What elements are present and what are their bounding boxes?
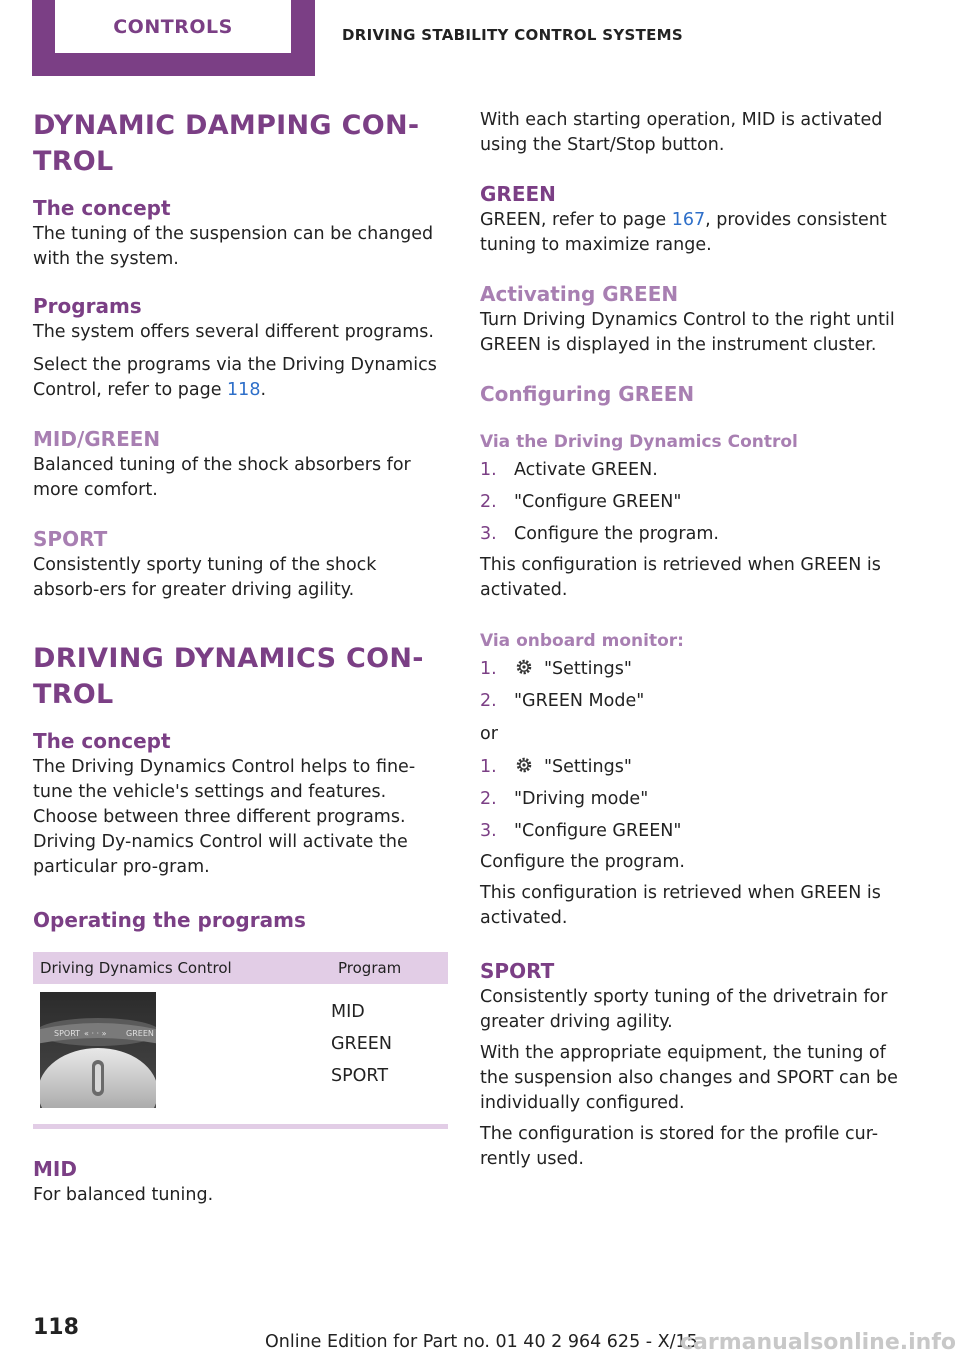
svg-text:« · · »: « · · » [84,1029,107,1038]
switch-label-sport: SPORT [54,1029,81,1038]
left-column [33,108,448,1208]
retrieved-text-2: This configuration is retrieved when GREEN is activated. [480,883,881,928]
list-item [480,787,900,812]
table-bottom-rule [33,1124,448,1129]
heading-programs: Programs [33,294,142,318]
mid-text: For balanced tuning. [33,1185,214,1205]
list-item [480,522,900,547]
heading-mid-green: MID/GREEN [33,427,161,451]
retrieved-text-1: This configuration is retrieved when GREEN is activated. [480,555,881,600]
step-text: Activate GREEN. [514,460,658,480]
step-number: 1. [480,460,497,480]
list-item [480,689,900,714]
heading-green: GREEN [480,182,556,206]
chapter-title: DRIVING STABILITY CONTROL SYSTEMS [342,26,684,44]
heading-configuring-green: Configuring GREEN [480,382,695,406]
list-item [480,490,900,515]
concept-2-text: The Driving Dynamics Control helps to fine-tune the vehicle's settings and features. Choose between three different programs. Driving Dy-namics Control will activate the particular pro-gram. [33,757,416,877]
page-number: 118 [33,1315,79,1340]
list-item [480,819,900,844]
step-number: 3. [480,821,497,841]
table-header [33,952,448,984]
step-text: Configure the program. [514,524,719,544]
step-number: 3. [480,524,497,544]
sport-text: Consistently sporty tuning of the shock absorb-ers for greater driving agility. [33,555,377,600]
section-tab [32,0,315,76]
programs-text-2b: . [260,380,267,400]
heading-driving-dynamics-control: DRIVING DYNAMICS CON- TROL [33,643,424,710]
heading-sport-right: SPORT [480,959,555,983]
heading-via-ddc: Via the Driving Dynamics Control [480,432,798,452]
heading-concept-2: The concept [33,729,171,753]
switch-label-green: GREEN [126,1029,154,1038]
step-text: "Settings" [544,757,632,777]
page-link-167[interactable]: 167 [671,210,706,230]
green-text-b: , provides consistent tuning to maximize range. [480,210,887,255]
heading-dynamic-damping: DYNAMIC DAMPING CON- TROL [33,110,420,177]
ddc-steps-list [480,458,900,547]
programs-text-1: The system offers several different programs. [33,322,434,342]
heading-via-monitor: Via onboard monitor: [480,631,684,651]
or-text: or [480,724,498,744]
table-row [33,984,448,1124]
sport-right-text-2: With the appropriate equipment, the tuning of the suspension also changes and SPORT can be individually configured. [480,1043,898,1113]
heading-sport: SPORT [33,527,108,551]
intro-text: With each starting operation, MID is activated using the Start/Stop button. [480,110,883,155]
mid-green-text: Balanced tuning of the shock absorbers for more comfort. [33,455,411,500]
heading-concept: The concept [33,196,171,220]
step-number: 2. [480,789,497,809]
edition-text: Online Edition for Part no. 01 40 2 964 625 - X/15 [265,1332,698,1352]
heading-mid: MID [33,1157,77,1181]
table-header-control: Driving Dynamics Control [40,959,232,977]
step-number: 2. [480,691,497,711]
section-tab-inner [55,0,291,53]
switch-photo-icon [40,992,156,1108]
table-header-program: Program [338,959,402,977]
section-tab-label: CONTROLS [113,15,233,38]
list-item [480,755,900,780]
monitor-steps-list-2 [480,755,900,844]
sport-right-text-3: The configuration is stored for the profile cur-rently used. [480,1124,879,1169]
program-green: GREEN [331,1034,392,1054]
program-mid: MID [331,1002,365,1022]
step-number: 1. [480,659,497,679]
sport-right-text-1: Consistently sporty tuning of the drivetrain for greater driving agility. [480,987,888,1032]
programs-text-2a: Select the programs via the Driving Dynamics Control, refer to page [33,355,437,400]
monitor-steps-list-1 [480,657,900,714]
right-column [480,108,900,1172]
list-item [480,458,900,483]
configure-text: Configure the program. [480,852,685,872]
step-text: "Driving mode" [514,789,649,809]
programs-table [33,952,448,1129]
programs-text-2 [33,353,448,403]
green-text-a: GREEN, refer to page [480,210,672,230]
page-link-118[interactable]: 118 [227,380,261,400]
step-text: "Configure GREEN" [514,821,682,841]
settings-gear-icon [514,657,534,677]
step-text: "GREEN Mode" [514,691,645,711]
step-text: "Settings" [544,659,632,679]
heading-activating-green: Activating GREEN [480,282,679,306]
green-text [480,208,900,258]
step-text: "Configure GREEN" [514,492,682,512]
settings-gear-icon [514,755,534,775]
list-item [480,657,900,682]
watermark-text: carmanualsonline.info [680,1330,956,1355]
program-list [331,992,392,1124]
concept-text: The tuning of the suspension can be changed with the system. [33,224,434,269]
heading-operating-programs: Operating the programs [33,908,306,932]
step-number: 2. [480,492,497,512]
step-number: 1. [480,757,497,777]
activating-text: Turn Driving Dynamics Control to the right until GREEN is displayed in the instrument cluster. [480,310,895,355]
program-sport: SPORT [331,1066,389,1086]
driving-dynamics-switch-image [40,992,156,1108]
